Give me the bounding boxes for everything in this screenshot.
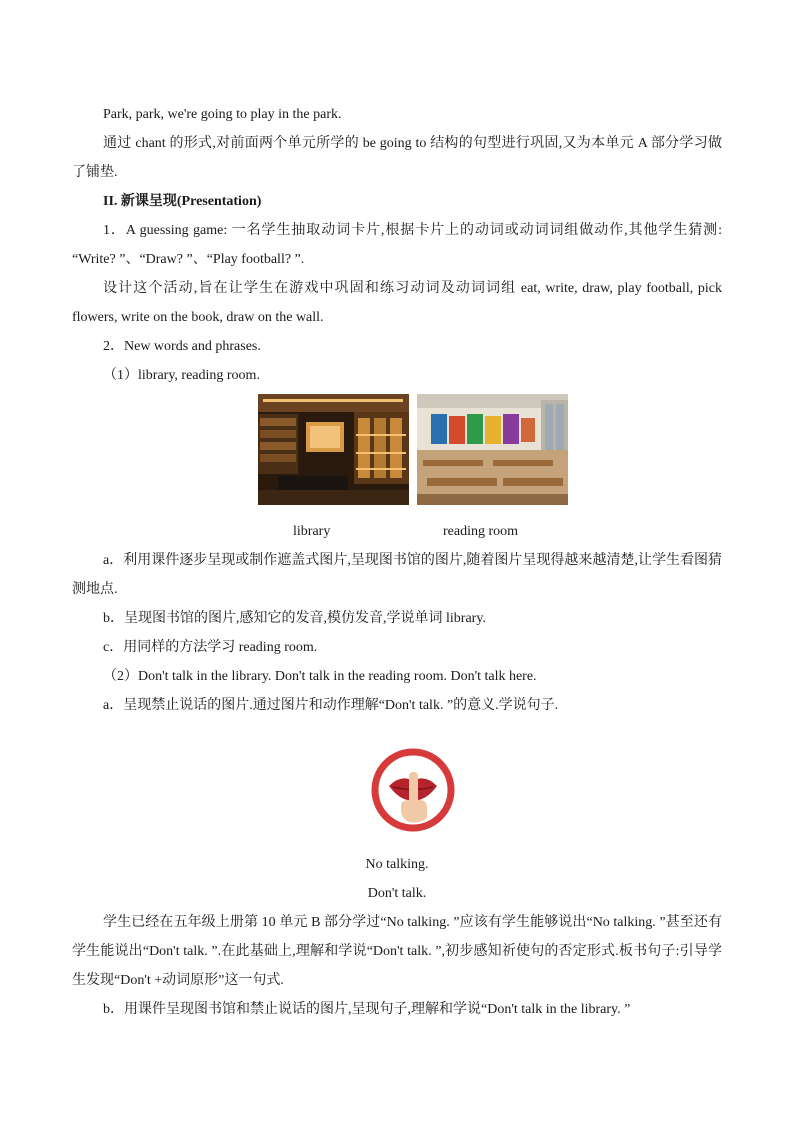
item-library-reading-room: （1）library, reading room. [103,368,260,383]
document-page [72,100,722,1024]
paragraph-activity-purpose: 设计这个活动,旨在让学生在游戏中巩固和练习动词及动词词组 eat, write, draw, play football, pick flowers, write on the book, draw on the wall. [72,281,722,325]
paragraph-negative-imperative: 学生已经在五年级上册第 10 单元 B 部分学过“No talking. ”应该有学生能够说出“No talking. ”甚至还有学生能说出“Don't talk. ”.在此基础上,理解和学说“Don't talk. ”,初步感知祈使句的否定形式.板书句子:引导学生发现“Don't +动词原形”这一句式. [72,915,722,988]
paragraph-chant-purpose: 通过 chant 的形式,对前面两个单元所学的 be going to 结构的句型进行巩固,又为本单元 A 部分学习做了铺垫. [72,136,722,180]
reading-room-photo [417,394,568,505]
step-c-reading-room: c．用同样的方法学习 reading room. [103,640,318,655]
step-b-library-word: b．呈现图书馆的图片,感知它的发音,模仿发音,学说单词 library. [103,611,486,626]
photo-row [258,394,722,505]
caption-no-talking: No talking. [365,857,429,872]
no-talking-sign-icon [371,748,455,832]
photo-captions [72,517,722,546]
section-heading-presentation: II. 新课呈现(Presentation) [103,194,262,209]
chant-line: Park, park, we're going to play in the park. [103,107,342,122]
library-photo [258,394,409,505]
step-b-library-sentence: b．用课件呈现图书馆和禁止说话的图片,呈现句子,理解和学说“Don't talk in the library. ” [103,1002,631,1017]
caption-library: library [293,524,331,539]
step-a-no-talking-picture: a．呈现禁止说话的图片.通过图片和动作理解“Don't talk. ”的意义.学说句子. [103,698,559,713]
item-dont-talk-sentences: （2）Don't talk in the library. Don't talk in the reading room. Don't talk here. [103,669,537,684]
caption-reading-room: reading room [443,524,519,539]
item-new-words: 2．New words and phrases. [103,339,261,354]
step-a-guess-place: a．利用课件逐步呈现或制作遮盖式图片,呈现图书馆的图片,随着图片呈现得越来越清楚,让学生看图猜测地点. [72,553,722,597]
caption-dont-talk: Don't talk. [367,886,427,901]
paragraph-guessing-game: 1．A guessing game: 一名学生抽取动词卡片,根据卡片上的动词或动词词组做动作,其他学生猜测: “Write? ”、“Draw? ”、“Play football? ”. [72,223,722,267]
